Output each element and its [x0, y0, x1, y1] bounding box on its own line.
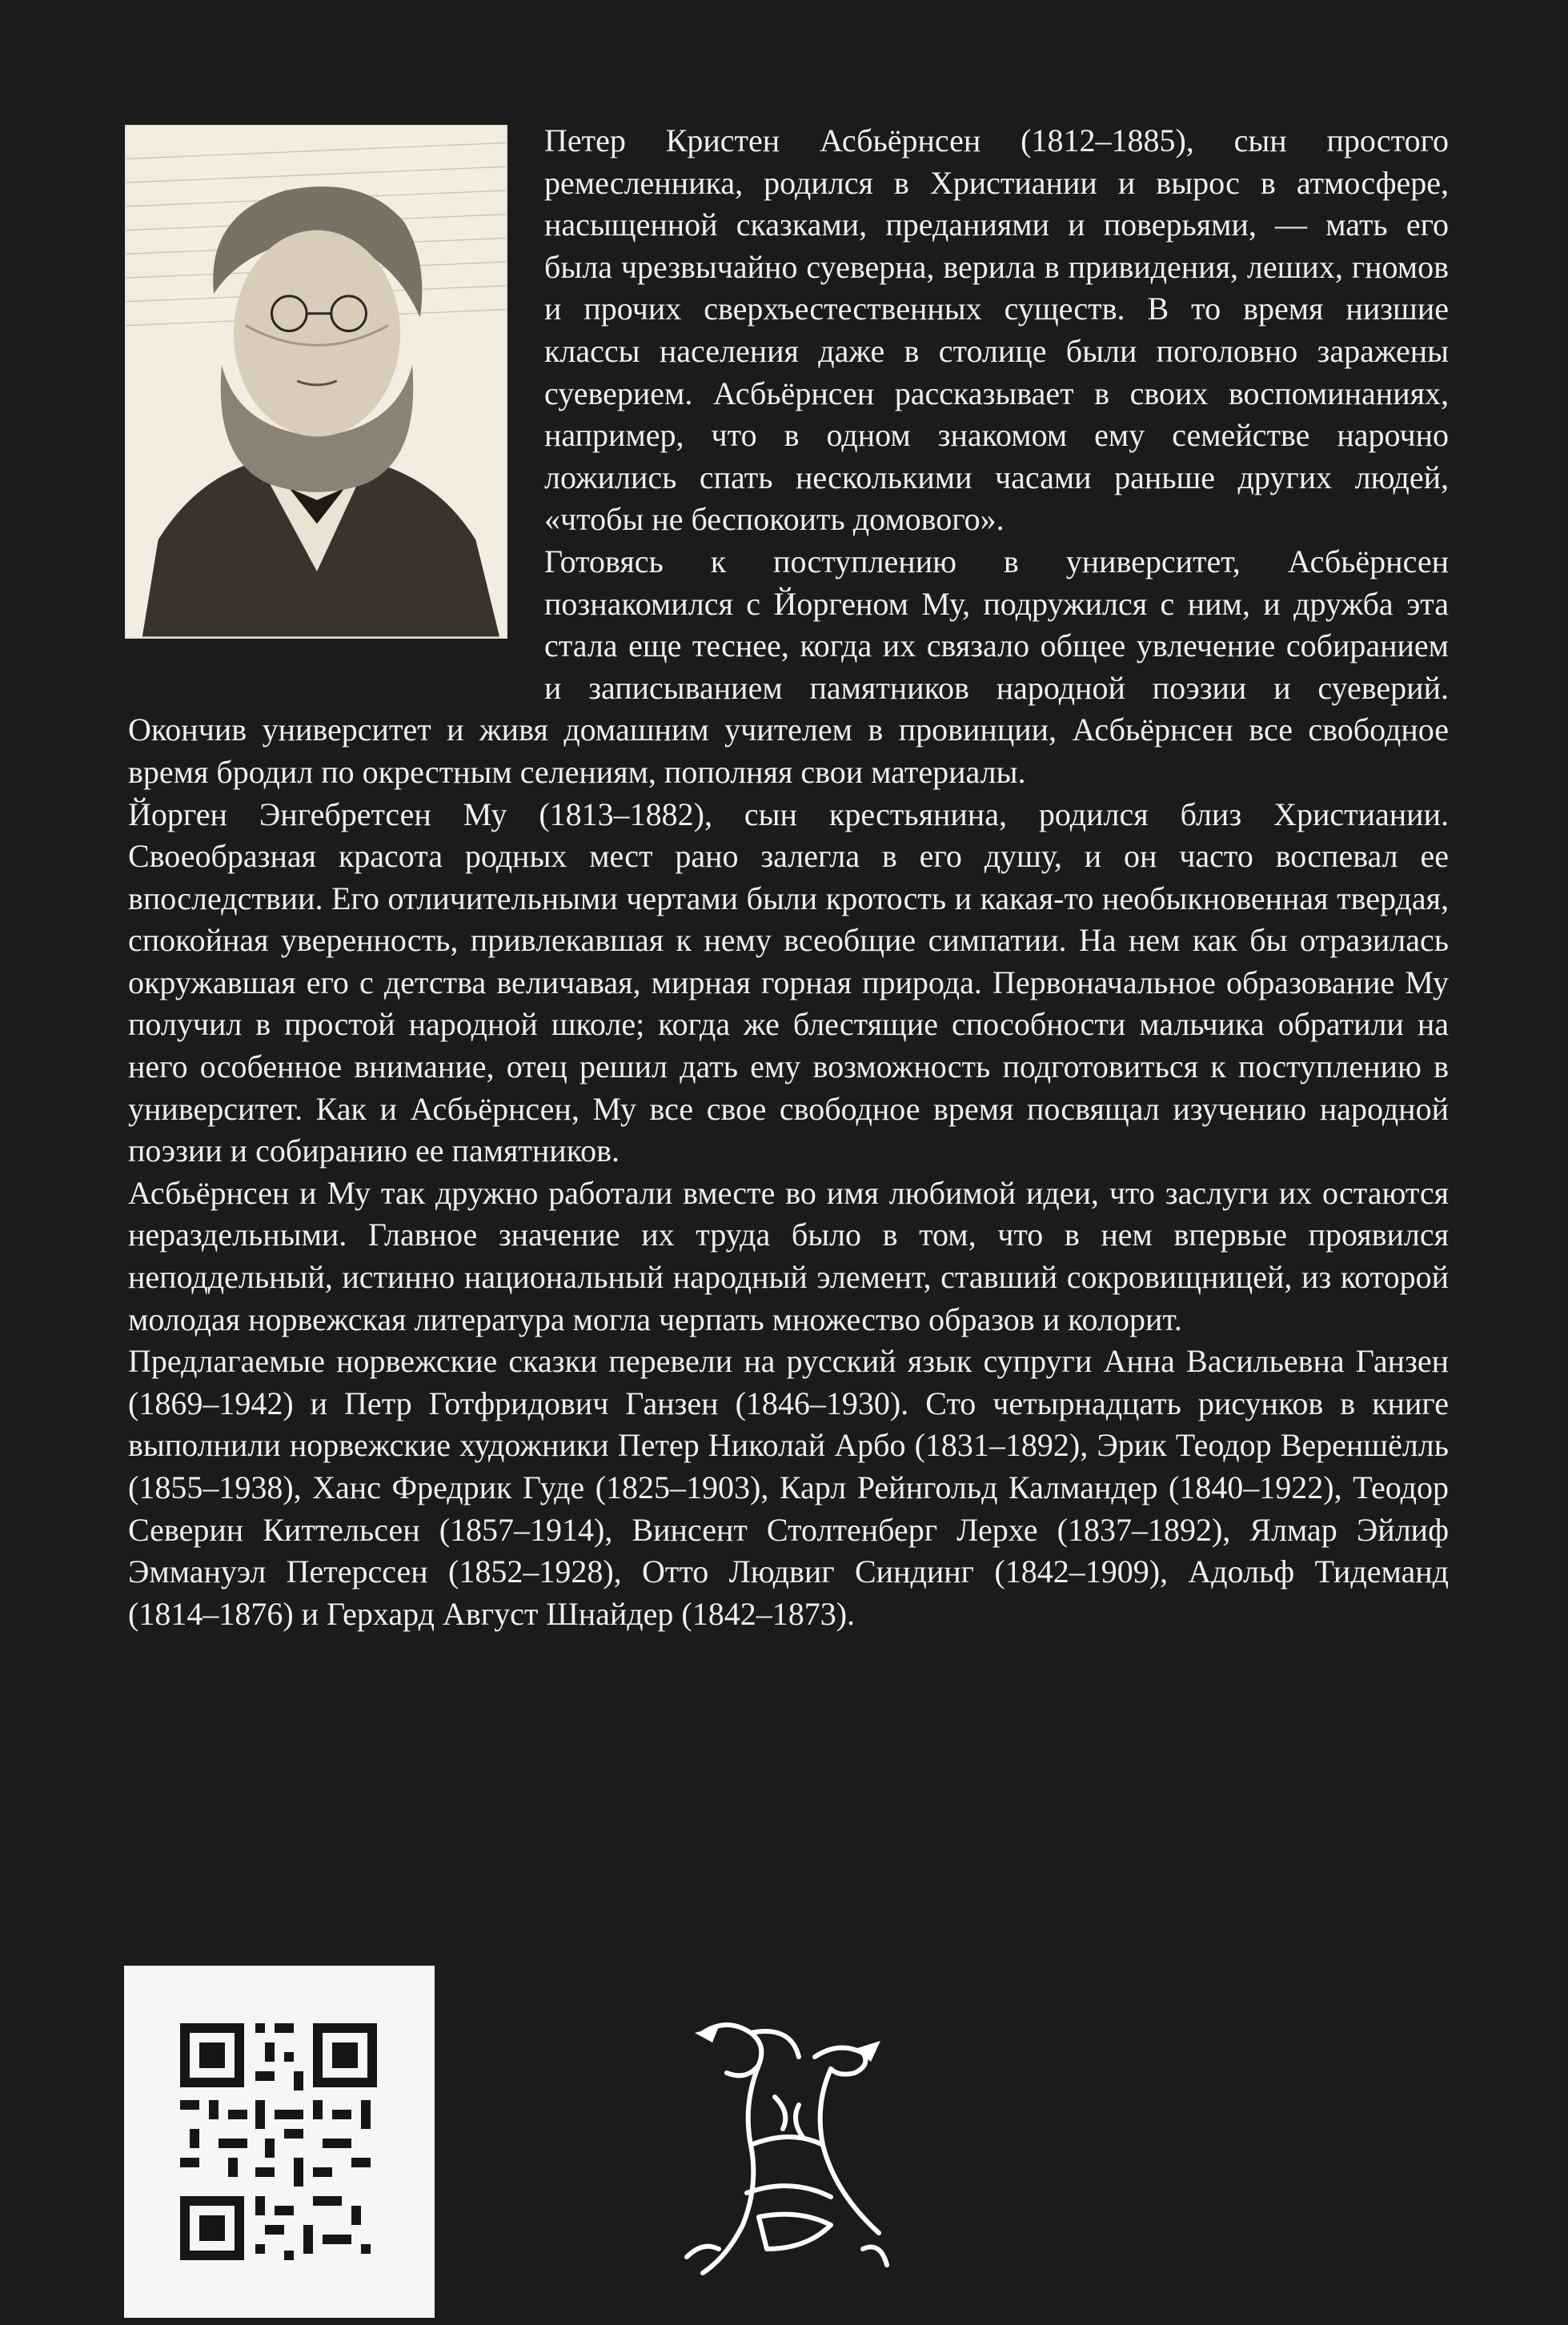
dragon-emblem: [671, 2009, 896, 2283]
portrait-spacer: [128, 120, 520, 675]
body-text: [128, 120, 1449, 1635]
dragon-emblem-icon: [671, 2009, 896, 2283]
paragraph-friendship: Готовясь к поступлению в университет, Асбьёрнсен познакомился с Йоргеном Му, подружился с ним, и дружба эта стала еще теснее, когда их связало общее увлечение собиранием и записыванием памятников народной поэзии и суеверий. Окончив университет и живя домашним учителем в провинции, Асбьёрнсен все свободное время бродил по окрестным селениям, пополняя свои материалы.: [128, 543, 1449, 790]
paragraph-translators-illustrators: Предлагаемые норвежские сказки перевели на русский язык супруги Анна Васильевна Ганзен (1869–1942) и Петр Готфридович Ганзен (1846–1930). Сто четырнадцать рисунков в книге выполнили норвежские художники Петер Николай Арбо (1831–1892), Эрик Теодор Вереншёлль (1855–1938), Ханс Фредрик Гуде (1825–1903), Карл Рейнгольд Калмандер (1840–1922), Теодор Северин Киттельсен (1857–1914), Винсент Столтенберг Лерхе (1837–1892), Ялмар Эйлиф Эммануэл Петерссен (1852–1928), Отто Людвиг Синдинг (1842–1909), Адольф Тидеманд (1814–1876) и Герхард Август Шнайдер (1842–1873).: [128, 1343, 1449, 1632]
paragraph-asbjornsen-bio: Петер Кристен Асбьёрнсен (1812–1885), сын простого ремесленника, родился в Христиании и вырос в атмосфере, насыщенной сказками, преданиями и поверьями, — мать его была чрезвычайно суеверна, верила в привидения, леших, гномов и прочих сверхъестественных существ. В то время низшие классы населения даже в столице были поголовно заражены суеверием. Асбьёрнсен рассказывает в своих воспоминаниях, например, что в одном знакомом ему семействе нарочно ложились спать несколькими часами раньше других людей, «чтобы не беспокоить домового».: [544, 122, 1449, 538]
paragraph-moe-bio: Йорген Энгебретсен Му (1813–1882), сын крестьянина, родился близ Христиании. Своеобразная красота родных мест рано залегла в его душу, и он часто воспевал ее впоследствии. Его отличительными чертами были кротость и какая-то необыкновенная твердая, спокойная уверенность, привлекавшая к нему всеобщие симпатии. На нем как бы отразилась окружавшая его с детства величавая, мирная горная природа. Первоначальное образование Му получил в простой народной школе; когда же блестящие способности мальчика обратили на него особенное внимание, отец решил дать ему возможность подготовиться к поступлению в университет. Как и Асбьёрнсен, Му все свое свободное время посвящал изучению народной поэзии и собиранию ее памятников.: [128, 796, 1449, 1169]
paragraph-joint-work: Асбьёрнсен и Му так дружно работали вместе во имя любимой идеи, что заслуги их остаются нераздельными. Главное значение их труда было в том, что в нем впервые проявился неподдельный, истинно национальный народный элемент, ставший сокровищницей, из которой молодая норвежская литература могла черпать множество образов и колорит.: [128, 1174, 1449, 1337]
qr-code: [124, 1966, 435, 2318]
qr-code-icon: [124, 1966, 435, 2318]
